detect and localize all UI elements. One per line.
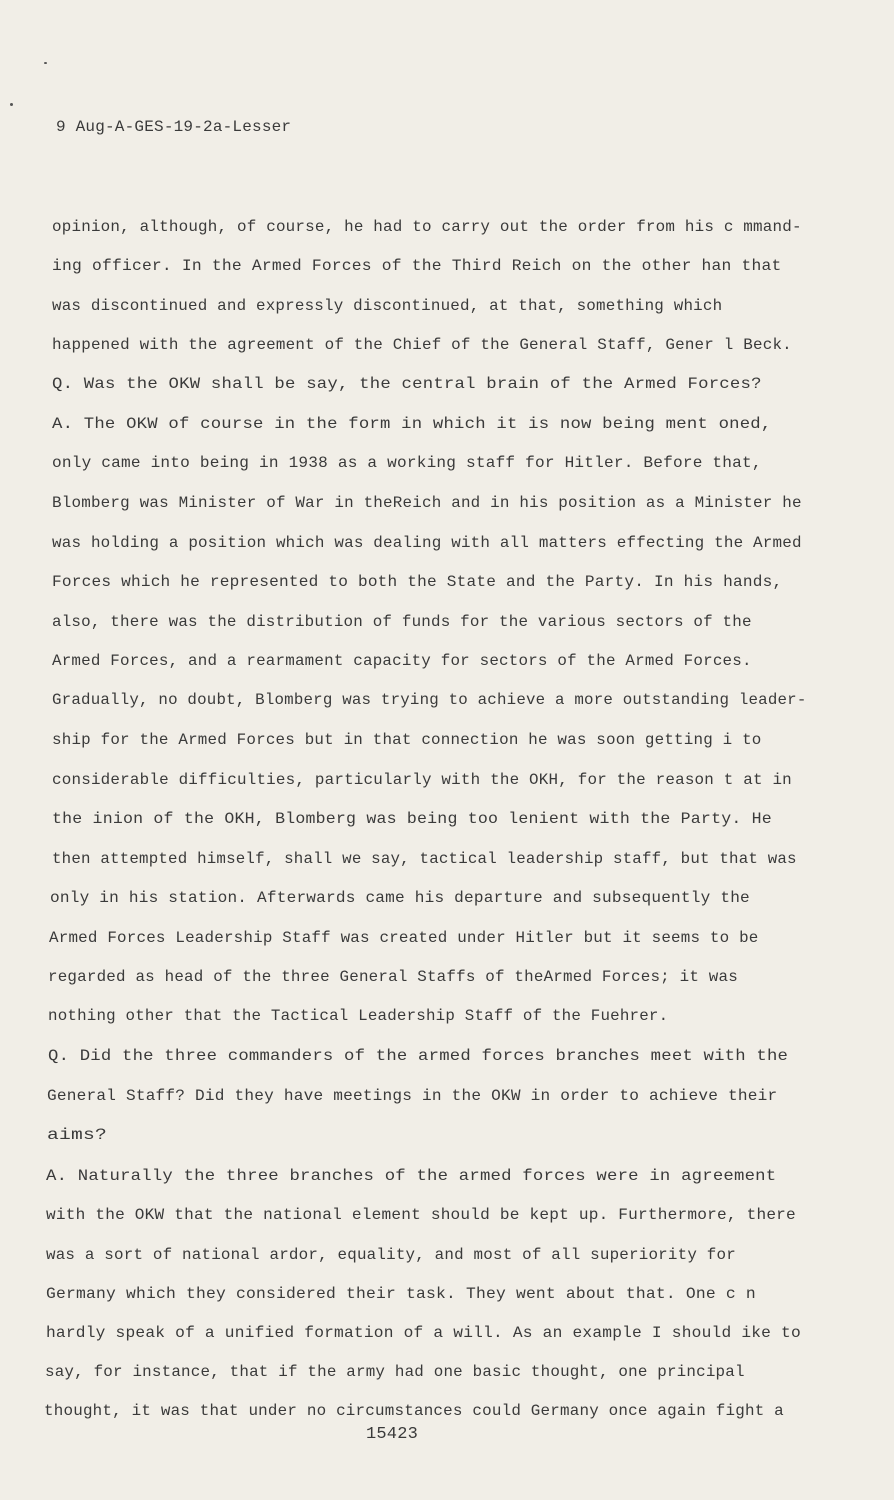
text-line: happened with the agreement of the Chief of the General Staff, Gener l Beck. <box>52 336 792 354</box>
text-line: was discontinued and expressly discontinued, at that, something which <box>52 297 723 315</box>
text-line: Q. Was the OKW shall be say, the central brain of the Armed Forces? <box>52 375 762 393</box>
text-line: the inion of the OKH, Blomberg was being too lenient with the Party. He <box>52 810 772 828</box>
text-line: Armed Forces, and a rearmament capacity for sectors of the Armed Forces. <box>52 652 752 670</box>
document-header: 9 Aug-A-GES-19-2a-Lesser <box>56 118 292 136</box>
text-line: considerable difficulties, particularly with the OKH, for the reason t at in <box>52 771 792 789</box>
text-line: Q. Did the three commanders of the armed forces branches meet with the <box>48 1047 789 1065</box>
text-line: nothing other that the Tactical Leadership Staff of the Fuehrer. <box>48 1007 669 1025</box>
page-number: 15423 <box>366 1425 419 1444</box>
text-line: ing officer. In the Armed Forces of the Third Reich on the other han that <box>52 257 782 275</box>
text-line: regarded as head of the three General Staffs of theArmed Forces; it was <box>48 968 738 986</box>
text-line: was a sort of national ardor, equality, and most of all superiority for <box>46 1246 736 1264</box>
text-line: Germany which they considered their task. They went about that. One c n <box>46 1285 756 1303</box>
text-line: thought, it was that under no circumstances could Germany once again fight a <box>44 1402 784 1420</box>
text-line: General Staff? Did they have meetings in the OKW in order to achieve their <box>47 1087 778 1105</box>
text-line: only in his station. Afterwards came his departure and subsequently the <box>50 889 750 907</box>
text-line: hardly speak of a unified formation of a will. As an example I should ike to <box>46 1324 801 1342</box>
text-line: Blomberg was Minister of War in theReich and in his position as a Minister he <box>52 494 802 512</box>
scan-speck <box>10 103 13 106</box>
text-line: opinion, although, of course, he had to carry out the order from his c mmand- <box>52 218 802 236</box>
text-line: aims? <box>47 1126 108 1144</box>
text-line: with the OKW that the national element should be kept up. Furthermore, there <box>46 1206 796 1224</box>
text-line: Gradually, no doubt, Blomberg was trying to achieve a more outstanding leader- <box>52 691 807 709</box>
text-line: only came into being in 1938 as a working staff for Hitler. Before that, <box>52 454 762 472</box>
text-line: was holding a position which was dealing with all matters effecting the Armed <box>52 534 802 552</box>
text-line: Forces which he represented to both the State and the Party. In his hands, <box>52 573 783 591</box>
text-line: say, for instance, that if the army had one basic thought, one principal <box>45 1363 745 1381</box>
text-line: also, there was the distribution of funds for the various sectors of the <box>52 613 752 631</box>
text-line: ship for the Armed Forces but in that connection he was soon getting i to <box>52 731 762 749</box>
scan-speck <box>44 62 47 64</box>
text-line: A. The OKW of course in the form in which it is now being ment oned, <box>52 415 772 433</box>
text-line: then attempted himself, shall we say, tactical leadership staff, but that was <box>52 850 797 868</box>
text-line: Armed Forces Leadership Staff was created under Hitler but it seems to be <box>49 929 759 947</box>
text-line: A. Naturally the three branches of the armed forces were in agreement <box>46 1167 777 1185</box>
